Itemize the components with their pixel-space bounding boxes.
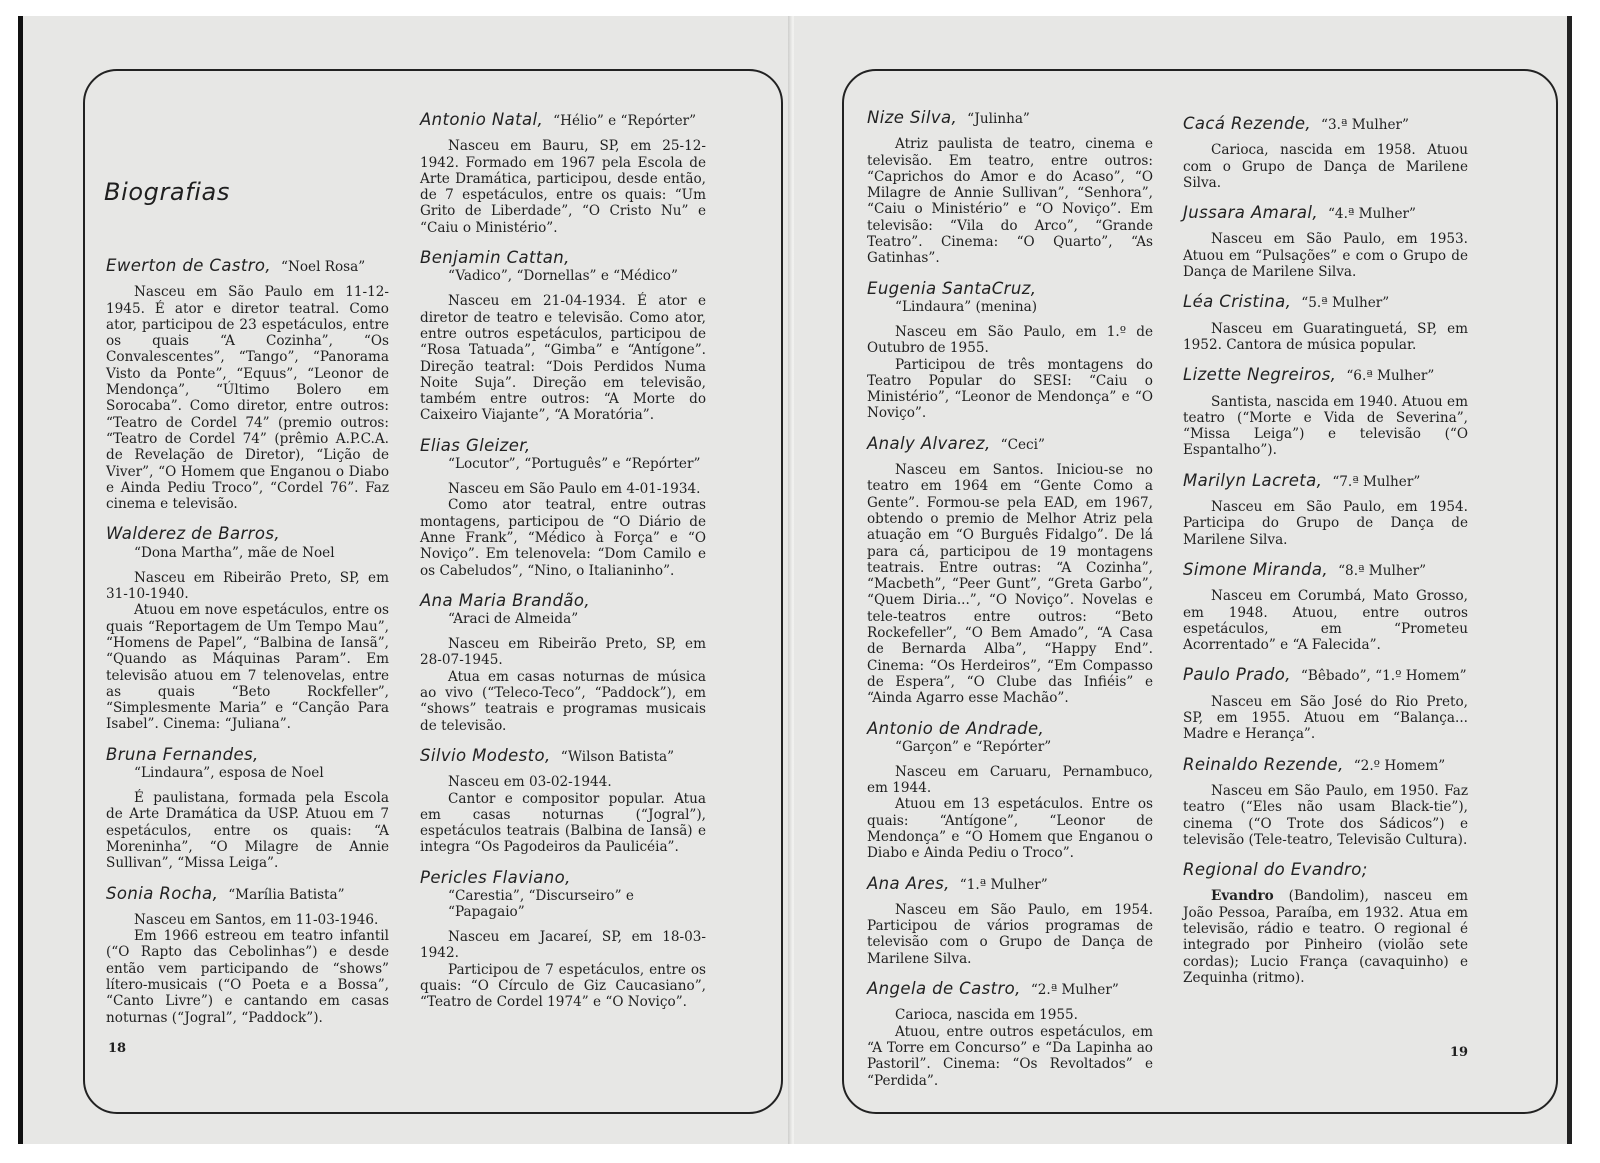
biography-entry bbox=[1183, 116, 1468, 191]
biography-text: Nasceu em Ribeirão Preto, SP, em 28-07-1945. bbox=[420, 636, 706, 669]
biography-entry bbox=[1183, 667, 1468, 742]
biography-text: Nasceu em São Paulo, em 1953. Atuou em “Pulsações” e com o Grupo de Dança de Marilene Silva. bbox=[1183, 231, 1468, 281]
biography-text: Nasceu em 03-02-1944. bbox=[448, 774, 612, 791]
biography-header bbox=[867, 981, 1153, 998]
character-role: “Wilson Batista” bbox=[560, 748, 675, 765]
actor-name: Eugenia SantaCruz, bbox=[867, 278, 1037, 298]
biography-entry bbox=[420, 250, 706, 424]
biography-text: Em 1966 estreou em teatro infantil (“O Rapto das Cebolinhas”) e desde então vem participando de “shows” lítero-musicais (“O Poeta e a Bossa”, “Canto Livre”) e cantando em casas noturnas (“Jogral”, “Paddock”). bbox=[106, 928, 389, 1026]
character-role: “3.ª Mulher” bbox=[1321, 117, 1409, 133]
actor-name: Silvio Modesto, bbox=[420, 745, 551, 765]
biography-entry bbox=[106, 258, 389, 512]
character-role: “6.ª Mulher” bbox=[1346, 368, 1435, 385]
character-role: “Lindaura”, esposa de Noel bbox=[134, 765, 324, 782]
right-column-1 bbox=[867, 110, 1153, 1103]
actor-name: Antonio de Andrade, bbox=[867, 718, 1045, 738]
biography-entry bbox=[1183, 470, 1468, 548]
biography-text: Atua em casas noturnas de música ao vivo (“Teleco-Teco”, “Paddock”), em “shows” teatrais e programas musicais de televisão. bbox=[420, 668, 706, 734]
biography-entry bbox=[420, 435, 706, 579]
page-number-left: 18 bbox=[108, 1041, 127, 1056]
biography-text-body: (Bandolim), nasceu em João Pessoa, Paraíba, em 1932. Atua em televisão, rádio e teatro. O regional é integrado por Pinheiro (violão sete cordas); Lucio França (cavaquinho) e Zequinha (ritmo). bbox=[1183, 888, 1468, 986]
biography-text: Nasceu em São José do Rio Preto, SP, em 1955. Atuou em “Balança... Madre e Herança”. bbox=[1183, 693, 1468, 743]
biography-header bbox=[420, 250, 706, 284]
left-column-1 bbox=[106, 258, 389, 1040]
biography-entry bbox=[420, 867, 706, 1011]
biography-header bbox=[420, 590, 706, 628]
biography-lead-name: Evandro bbox=[1211, 888, 1274, 905]
biography-header bbox=[420, 867, 706, 920]
character-role: “7.ª Mulher” bbox=[1332, 473, 1421, 490]
biography-header bbox=[1183, 367, 1468, 384]
actor-name: Pericles Flaviano, bbox=[420, 867, 571, 887]
biography-text: Atriz paulista de teatro, cinema e televisão. Em teatro, entre outros: “Caprichos do Amor e do Acaso”, “O Milagre de Annie Sullivan”, “Senhora”, “Caiu o Ministério” e “O Noviço”. Em televisão: “Vila do Arco”, “Grande Teatro”. Cinema: “O Quarto”, “As Gatinhas”. bbox=[867, 136, 1153, 267]
biography-header bbox=[1183, 205, 1468, 222]
biography-text: Nasceu em Jacareí, SP, em 18-03-1942. bbox=[420, 928, 706, 962]
character-role: “Garçon” e “Repórter” bbox=[895, 738, 1052, 755]
actor-name: Ana Ares, bbox=[867, 873, 950, 893]
actor-name: Walderez de Barros, bbox=[106, 524, 280, 544]
biography-text: Nasceu em São Paulo, em 1954. Participou de vários programas de televisão com o Grupo de Dança de Marilene Silva. bbox=[867, 901, 1153, 967]
actor-name: Reinaldo Rezende, bbox=[1183, 754, 1344, 774]
biography-entry bbox=[1183, 205, 1468, 280]
biography-header bbox=[420, 745, 706, 765]
actor-name: Elias Gleizer, bbox=[420, 435, 531, 455]
biography-header bbox=[1183, 754, 1468, 774]
biography-header bbox=[1183, 294, 1468, 311]
biography-entry bbox=[1183, 754, 1468, 848]
biography-text: Nasceu em São Paulo em 11-12-1945. É ator e diretor teatral. Como ator, participou de 23 espetáculos, entre os quais “A Cozinha”, “Os Convalescentes”, “Tango”, “Panorama Visto da Ponte”, “Equus”, “Leonor de Mendonça”, “Último Bolero em Sorocaba”. Como diretor, entre outros: “Teatro de Cordel 74” (premio outros: “Teatro de Cordel 74” (prêmio A.P.C.A. de Revelação de Diretor), “Lição de Viver”, “O Homem que Enganou o Diabo e Ainda Pediu Troco”, “Cordel 76”. Faz cinema e televisão. bbox=[106, 284, 389, 513]
biography-entry bbox=[1183, 367, 1468, 458]
biography-text: Participou de três montagens do Teatro Popular do SESI: “Caiu o Ministério”, “Leonor de Mendonça” e “O Noviço”. bbox=[867, 356, 1153, 422]
biography-header bbox=[106, 744, 389, 782]
character-role: “5.ª Mulher” bbox=[1301, 295, 1390, 312]
biography-entry bbox=[867, 110, 1153, 267]
biography-header bbox=[106, 258, 389, 275]
actor-name: Sonia Rocha, bbox=[106, 883, 219, 903]
biography-text: Como ator teatral, entre outras montagens, participou de “O Diário de Anne Frank”, “Médico à Força” e “O Noviço”. Em telenovela: “Dom Camilo e os Cabeludos”, “Nino, o Italianinho”. bbox=[420, 497, 706, 579]
biography-entry bbox=[867, 718, 1153, 862]
biography-entry bbox=[106, 883, 389, 1026]
actor-name: Léa Cristina, bbox=[1183, 292, 1292, 312]
character-role: “Bêbado”, “1.º Homem” bbox=[1300, 668, 1467, 685]
actor-name: Simone Miranda, bbox=[1183, 559, 1329, 579]
biography-header bbox=[1183, 559, 1468, 579]
page-number-right: 19 bbox=[1450, 1045, 1469, 1060]
actor-name: Ana Maria Brandão, bbox=[420, 590, 590, 610]
biography-entry bbox=[420, 590, 706, 734]
biography-header bbox=[420, 435, 706, 473]
biography-header bbox=[867, 110, 1153, 127]
character-role: “Carestia”, “Discurseiro” e “Papagaio” bbox=[448, 887, 634, 920]
actor-name: Nize Silva, bbox=[867, 108, 958, 127]
biography-entry bbox=[867, 981, 1153, 1089]
actor-name: Jussara Amaral, bbox=[1183, 203, 1318, 223]
biography-text: Nasceu em Santos, em 11-03-1946. bbox=[134, 911, 379, 928]
actor-name: Lizette Negreiros, bbox=[1183, 365, 1337, 385]
biography-text: Nasceu em São Paulo, em 1.º de Outubro de 1955. bbox=[867, 323, 1153, 357]
left-column-2 bbox=[420, 112, 706, 1024]
biography-text: Nasceu em São Paulo em 4-01-1934. bbox=[448, 481, 701, 498]
actor-name: Regional do Evandro; bbox=[1183, 860, 1368, 880]
actor-name: Cacá Rezende, bbox=[1183, 114, 1312, 133]
biography-entry bbox=[1183, 862, 1468, 986]
actor-name: Paulo Prado, bbox=[1183, 665, 1291, 685]
biography-header bbox=[867, 718, 1153, 755]
biography-text: Nasceu em Bauru, SP, em 25-12-1942. Formado em 1967 pela Escola de Arte Dramática, participou, desde então, de 7 espetáculos, entre os quais: “Um Grito de Liberdade”, “O Cristo Nu” e “Caiu o Ministério”. bbox=[420, 138, 706, 236]
character-role: “2.º Homem” bbox=[1353, 757, 1446, 774]
biography-text: Nasceu em Ribeirão Preto, SP, em 31-10-1940. bbox=[106, 569, 389, 603]
actor-name: Angela de Castro, bbox=[867, 979, 1021, 999]
actor-name: Ewerton de Castro, bbox=[106, 256, 272, 275]
character-role: “Lindaura” (menina) bbox=[895, 298, 1038, 315]
biography-text: Atuou, entre outros espetáculos, em “A Torre em Concurso” e “Da Lapinha ao Pastoril”. Cinema: “Os Revoltados” e “Perdida”. bbox=[867, 1023, 1153, 1089]
biography-header bbox=[1183, 667, 1468, 684]
biography-entry bbox=[106, 526, 389, 732]
biography-text: Atuou em 13 espetáculos. Entre os quais: “Antígone”, “Leonor de Mendonça” e “O Homem que Enganou o Diabo e Ainda Pediu o Troco”. bbox=[867, 796, 1153, 862]
biography-text: Atuou em nove espetáculos, entre os quais “Reportagem de Um Tempo Mau”, “Homens de Papel”, “Balbina de Iansã”, “Quando as Máquinas Param”. Em televisão atuou em 7 telenovelas, entre as quais “Beto Rockfeller”, “Simplesmente Maria” e “Canção Para Isabel”. Cinema: “Juliana”. bbox=[106, 602, 389, 733]
biography-header bbox=[1183, 470, 1468, 490]
biography-entry bbox=[420, 112, 706, 236]
biography-text: Nasceu em Corumbá, Mato Grosso, em 1948. Atuou, entre outros espetáculos, em “Prometeu Acorrentado” e “A Falecida”. bbox=[1183, 588, 1468, 654]
biography-text: Nasceu em São Paulo, em 1950. Faz teatro (“Eles não usam Black-tie”), cinema (“O Trote dos Sádicos”) e televisão (Tele-teatro, Televisão Cultura). bbox=[1183, 782, 1468, 848]
biography-entry bbox=[867, 873, 1153, 967]
biography-header bbox=[867, 873, 1153, 893]
biography-text: Santista, nascida em 1940. Atuou em teatro (“Morte e Vida de Severina”, “Missa Leiga”) e televisão (“O Espantalho”). bbox=[1183, 393, 1468, 459]
character-role: “Marília Batista” bbox=[228, 886, 345, 903]
character-role: “Vadico”, “Dornellas” e “Médico” bbox=[448, 268, 678, 285]
actor-name: Bruna Fernandes, bbox=[106, 744, 259, 764]
biography-entry bbox=[1183, 294, 1468, 353]
actor-name: Antonio Natal, bbox=[420, 110, 544, 129]
character-role: “4.ª Mulher” bbox=[1327, 206, 1416, 223]
biography-entry bbox=[420, 745, 706, 856]
biography-entry bbox=[106, 744, 389, 872]
section-title: Biografias bbox=[104, 178, 230, 206]
biography-text: Nasceu em São Paulo, em 1954. Participa do Grupo de Dança de Marilene Silva. bbox=[1183, 499, 1468, 548]
biography-header bbox=[1183, 862, 1468, 879]
character-role: “Noel Rosa” bbox=[281, 259, 366, 275]
character-role: “Ceci” bbox=[1000, 436, 1045, 453]
biography-header bbox=[867, 278, 1153, 315]
biography-text: Carioca, nascida em 1958. Atuou com o Grupo de Dança de Marilene Silva. bbox=[1183, 142, 1468, 191]
biography-header bbox=[420, 112, 706, 129]
biography-text: Nasceu em 21-04-1934. É ator e diretor de teatro e televisão. Como ator, entre outros espetáculos, participou de “Rosa Tatuada”, “Gimba” e “Antígone”. Direção teatral: “Dois Perdidos Numa Noite Suja”. Direção em televisão, também entre outros: “A Morte do Caixeiro Viajante”, “A Moratória”. bbox=[420, 293, 706, 424]
biography-header bbox=[1183, 116, 1468, 133]
biography-text: Cantor e compositor popular. Atua em casas noturnas (“Jogral”), espetáculos teatrais (Balbina de Iansã) e integra “Os Pagodeiros da Paulicéia”. bbox=[420, 790, 706, 856]
biography-header bbox=[106, 526, 389, 560]
biography-entry bbox=[867, 278, 1153, 422]
biography-header bbox=[867, 433, 1153, 453]
character-role: “8.ª Mulher” bbox=[1338, 562, 1427, 579]
biography-text: Nasceu em Guaratinguetá, SP, em 1952. Cantora de música popular. bbox=[1183, 320, 1468, 353]
biography-text: Carioca, nascida em 1955. bbox=[895, 1007, 1078, 1024]
biography-entry bbox=[867, 433, 1153, 707]
biography-text: Nasceu em Santos. Iniciou-se no teatro em 1964 em “Gente Como a Gente”. Formou-se pela EAD, em 1967, obtendo o premio de Melhor Atriz pela atuação em “O Burguês Fidalgo”. De lá para cá, participou de 19 montagens teatrais. Entre outras: “A Cozinha”, “Macbeth”, “Peer Gunt”, “Greta Garbo”, “Quem Diria...”, “O Noviço”. Novelas e tele-teatros entre outros: “Beto Rockefeller”, “O Bem Amado”, “A Casa de Bernarda Alba”, “Happy End”. Cinema: “Os Herdeiros”, “Em Compasso de Espera”, “O Clube das Infiéis” e “Ainda Agarro esse Machão”. bbox=[867, 462, 1153, 707]
character-role: “1.ª Mulher” bbox=[959, 876, 1048, 893]
biography-entry bbox=[1183, 559, 1468, 654]
character-role: “2.ª Mulher” bbox=[1030, 982, 1119, 999]
character-role: “Araci de Almeida” bbox=[448, 611, 579, 628]
right-column-2 bbox=[1183, 116, 1468, 1000]
biography-header bbox=[106, 883, 389, 903]
biography-text: Participou de 7 espetáculos, entre os quais: “O Círculo de Giz Caucasiano”, “Teatro de Cordel 1974” e “O Noviço”. bbox=[420, 961, 706, 1011]
actor-name: Benjamin Cattan, bbox=[420, 248, 570, 268]
actor-name: Marilyn Lacreta, bbox=[1183, 470, 1323, 490]
character-role: “Dona Martha”, mãe de Noel bbox=[134, 544, 335, 561]
biography-text bbox=[1183, 888, 1468, 986]
biography-text: É paulistana, formada pela Escola de Arte Dramática da USP. Atuou em 7 espetáculos, entre os quais: “A Moreninha”, “O Milagre de Annie Sullivan”, “Missa Leiga”. bbox=[106, 790, 389, 872]
character-role: “Locutor”, “Português” e “Repórter” bbox=[448, 456, 701, 473]
biography-text: Nasceu em Caruaru, Pernambuco, em 1944. bbox=[867, 763, 1153, 797]
actor-name: Analy Alvarez, bbox=[867, 433, 991, 453]
character-role: “Hélio” e “Repórter” bbox=[553, 113, 697, 129]
character-role: “Julinha” bbox=[967, 111, 1030, 127]
